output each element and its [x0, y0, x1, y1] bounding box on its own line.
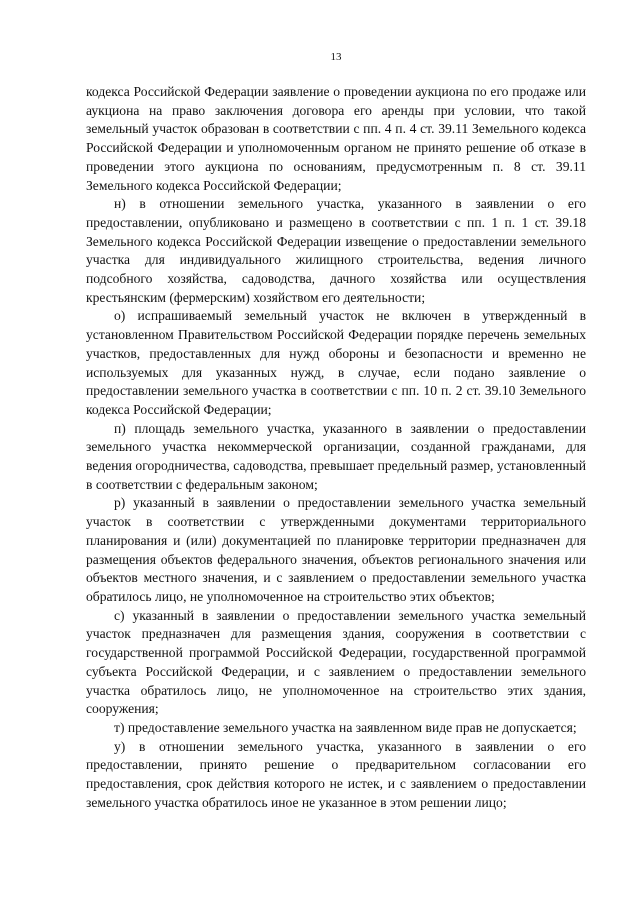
paragraph-item-r: р) указанный в заявлении о предоставлении земельного участка земельный участок в соответствии с утвержденными документами территориального планирования и (или) документацией по планировке территории предназначен для размещения объектов федерального значения, объектов регионального значения или объектов местного значения, и с заявлением о предоставлении земельного участка обратилось лицо, не уполномоченное на строительство этих объектов;	[86, 495, 586, 604]
paragraph-item-o: о) испрашиваемый земельный участок не включен в утвержденный в установленном Правительством Российской Федерации порядке перечень земельных участков, предоставленных для нужд обороны и безопасности и временно не используемых для указанных нужд, в случае, если подано заявление о предоставлении земельного участка в соответствии с пп. 10 п. 2 ст. 39.10 Земельного кодекса Российской Федерации;	[86, 308, 586, 417]
paragraph-item-n: н) в отношении земельного участка, указанного в заявлении о его предоставлении, опубликовано и размещено в соответствии с пп. 1 п. 1 ст. 39.18 Земельного кодекса Российской Федерации извещение о предоставлении земельного участка для индивидуального жилищного строительства, ведения личного подсобного хозяйства, садоводства, дачного хозяйства или осуществления крестьянским (фермерским) хозяйством его деятельности;	[86, 196, 586, 305]
paragraph-item-p: п) площадь земельного участка, указанного в заявлении о предоставлении земельного участка некоммерческой организации, созданной гражданами, для ведения огородничества, садоводства, превышает предельный размер, установленный в соответствии с федеральным законом;	[86, 420, 586, 492]
page-number: 13	[330, 51, 342, 63]
paragraph-item-t: т) предоставление земельного участка на заявленном виде прав не допускается;	[114, 719, 577, 735]
paragraph-item-u: у) в отношении земельного участка, указанного в заявлении о его предоставлении, принято решение о предварительном согласовании его предоставления, срок действия которого не истек, и с заявлением о предоставлении земельного участка обратилось иное не указанное в этом решении лицо;	[86, 738, 586, 810]
paragraph-continuation: кодекса Российской Федерации заявление о проведении аукциона по его продаже или аукциона на право заключения договора его аренды при условии, что такой земельный участок образован в соответствии с пп. 4 п. 4 ст. 39.11 Земельного кодекса Российской Федерации и уполномоченным органом не принято решение об отказе в проведении этого аукциона по основаниям, предусмотренным п. 8 ст. 39.11 Земельного кодекса Российской Федерации;	[86, 84, 586, 193]
paragraph-item-s: с) указанный в заявлении о предоставлении земельного участка земельный участок предназначен для размещения здания, сооружения в соответствии с государственной программой Российской Федерации, государственной программой субъекта Российской Федерации, и с заявлением о предоставлении земельного участка обратилось лицо, не уполномоченное на строительство этих здания, сооружения;	[86, 607, 586, 717]
